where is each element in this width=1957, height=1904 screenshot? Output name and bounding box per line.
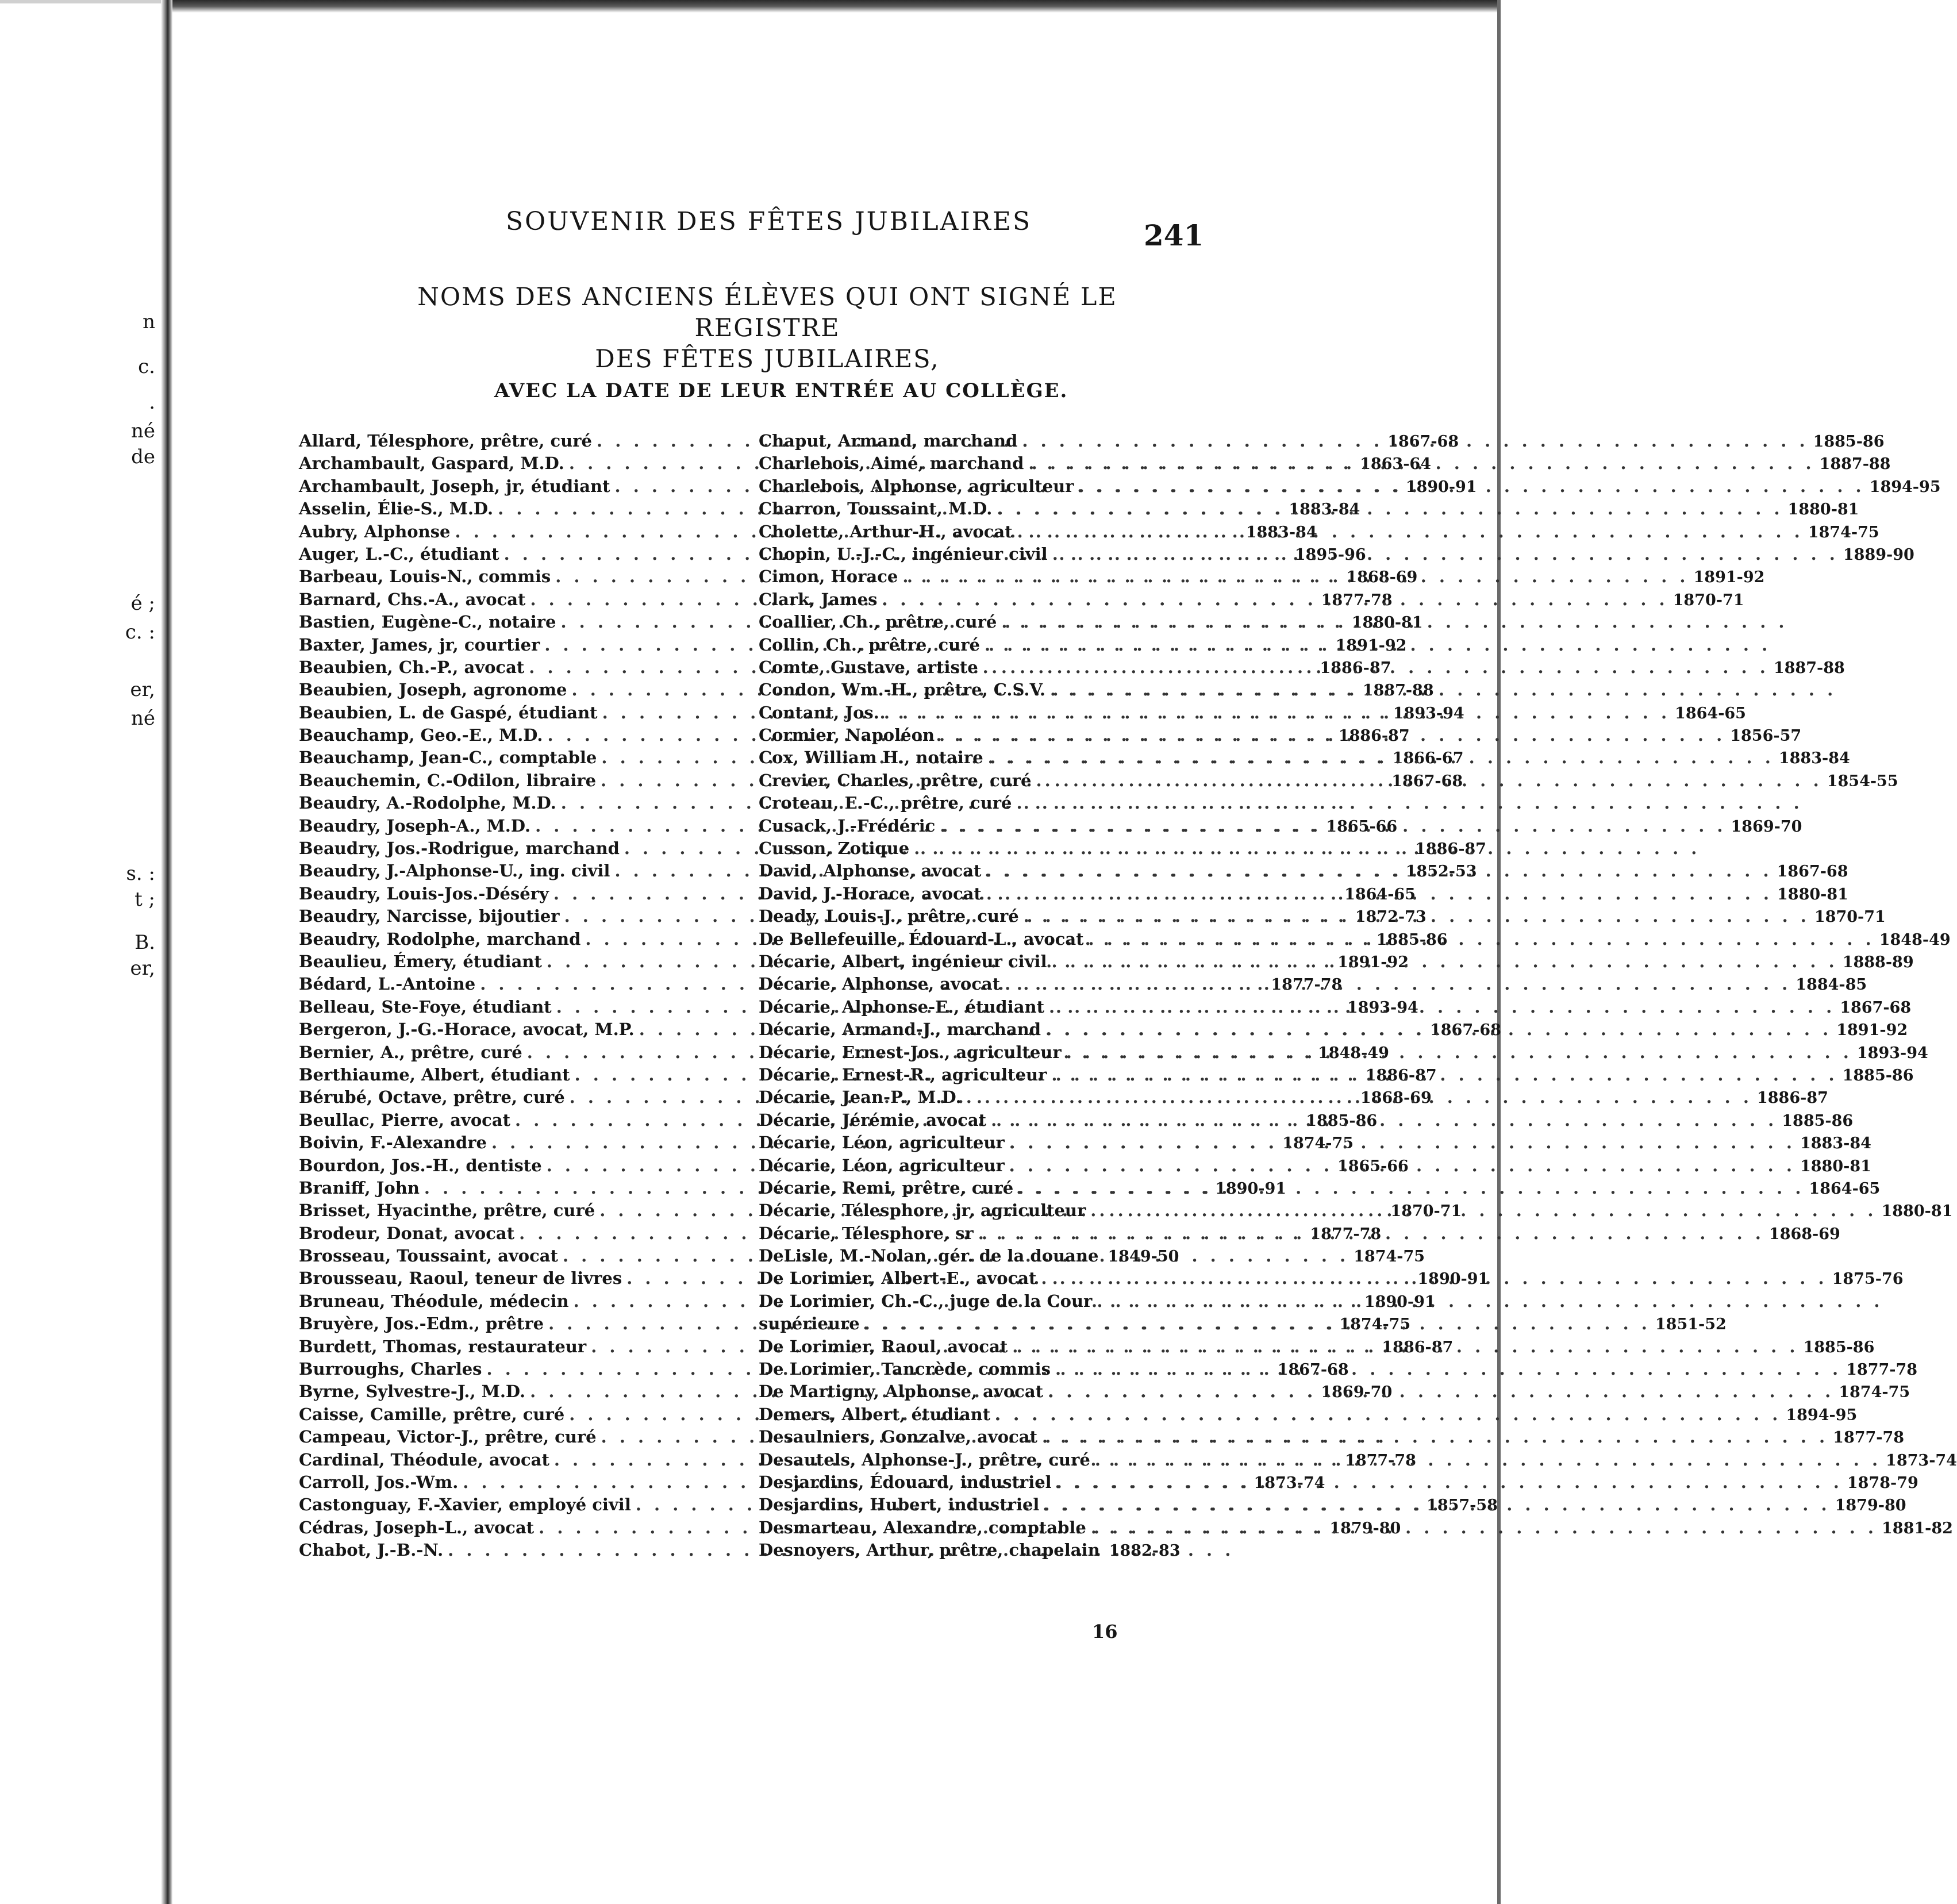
dot-leader bbox=[1049, 997, 1835, 1017]
entry-year: 1867-68 bbox=[1391, 772, 1463, 790]
entry-year: 1874-75 bbox=[1282, 1134, 1354, 1153]
entry-year: 1893-94 bbox=[1393, 704, 1464, 722]
dot-leader bbox=[1055, 1359, 1841, 1379]
list-entry bbox=[759, 612, 1172, 634]
entry-name: Cardinal, Théodule, avocat bbox=[299, 1449, 549, 1470]
entry-name: De Lorimier, Raoul, avocat bbox=[759, 1336, 1008, 1356]
list-entry bbox=[759, 1404, 1858, 1427]
entry-year: 1867-68 bbox=[1429, 1021, 1501, 1040]
entry-year: 1887-88 bbox=[1773, 659, 1845, 677]
entry-name: Asselin, Élie-S., M.D. bbox=[299, 499, 494, 519]
entry-year: 1894-95 bbox=[1869, 478, 1941, 496]
entry-name: Cholette, Arthur-H., avocat bbox=[759, 521, 1013, 541]
facing-fragment: né bbox=[130, 707, 155, 730]
entry-name: Décarie, Léon, agriculteur bbox=[759, 1133, 1005, 1153]
entry-year: 1886-87 bbox=[1338, 727, 1410, 745]
entry-name: David, J.-Horace, avocat bbox=[759, 883, 982, 903]
entry-name: Barbeau, Louis-N., commis bbox=[299, 567, 551, 587]
dot-leader bbox=[991, 1110, 1777, 1130]
entry-name: Barnard, Chs.-A., avocat bbox=[299, 589, 526, 609]
facing-fragment: né bbox=[130, 420, 155, 443]
entry-year: 1885-86 bbox=[1803, 1338, 1875, 1356]
entry-name: Archambault, Gaspard, M.D. bbox=[299, 453, 564, 474]
entry-year: 1877-78 bbox=[1271, 976, 1343, 994]
facing-fragment: n bbox=[143, 310, 155, 333]
entry-name: Beaudry, J.-Alphonse-U., ing. civil bbox=[299, 861, 610, 881]
entry-name: Bernier, A., prêtre, curé bbox=[299, 1042, 522, 1062]
running-title: SOUVENIR DES FÊTES JUBILAIRES bbox=[506, 207, 1032, 236]
entry-name: Chopin, U.-J.-C., ingénieur civil bbox=[759, 544, 1048, 564]
dot-leader bbox=[884, 703, 1670, 722]
entry-name: Desaulniers, Gonzalve, avocat bbox=[759, 1427, 1037, 1447]
entry-name: Chaput, Armand, marchand bbox=[759, 431, 1018, 451]
scan-edge-top bbox=[172, 0, 1501, 13]
entry-year: 1878-79 bbox=[1847, 1474, 1918, 1492]
dot-leader bbox=[914, 838, 1700, 858]
entry-year: 1879-80 bbox=[1329, 1519, 1401, 1537]
entry-year: 1885-86 bbox=[1376, 930, 1448, 949]
dot-leader bbox=[1009, 1156, 1795, 1175]
entry-year: 1885-86 bbox=[1782, 1111, 1854, 1130]
entry-name: Croteau, E.-C., prêtre, curé bbox=[759, 793, 1012, 813]
entry-year: 1848-49 bbox=[1879, 930, 1951, 949]
dot-leader bbox=[1036, 771, 1823, 790]
entry-year: 1865-66 bbox=[1326, 817, 1398, 836]
entry-name: Beaudry, Rodolphe, marchand bbox=[299, 929, 581, 949]
entry-year: 1870-71 bbox=[1814, 908, 1886, 926]
entry-year: 1890-91 bbox=[1417, 1270, 1489, 1288]
entry-name: Charlebois, Alphonse, agriculteur bbox=[759, 476, 1074, 496]
entry-name: Desmarteau, Alexandre, comptable bbox=[759, 1517, 1086, 1537]
entry-name: Beauchamp, Jean-C., comptable bbox=[299, 748, 597, 768]
entry-name: Décarie, Ernest-R., agriculteur bbox=[759, 1064, 1047, 1084]
dot-leader bbox=[940, 816, 1726, 836]
dot-leader bbox=[902, 567, 1689, 586]
entry-name: Belleau, Ste-Foye, étudiant bbox=[299, 997, 552, 1017]
entry-name: Deady, Louis-J., prêtre, curé bbox=[759, 906, 1019, 926]
facing-fragment: er, bbox=[130, 957, 155, 980]
entry-year: 1886-87 bbox=[1382, 1338, 1454, 1356]
entry-year: 1870-71 bbox=[1390, 1202, 1462, 1221]
list-title-line-2: DES FÊTES JUBILAIRES, bbox=[595, 345, 940, 374]
entry-year: 1868-69 bbox=[1768, 1225, 1840, 1243]
entry-year: 1883-84 bbox=[1289, 501, 1360, 519]
list-entry bbox=[759, 838, 1172, 861]
entry-year: 1891-92 bbox=[1693, 568, 1765, 587]
dot-leader bbox=[1018, 1178, 1804, 1198]
entry-year: 1891-92 bbox=[1335, 636, 1407, 655]
entry-name: Beaudry, Jos.-Rodrigue, marchand bbox=[299, 838, 620, 859]
entry-year: 1877-78 bbox=[1310, 1225, 1382, 1243]
entry-name: De Lorimier, Albert-E., avocat bbox=[759, 1268, 1037, 1288]
list-entry bbox=[759, 1427, 1905, 1449]
dot-leader bbox=[1051, 1065, 1837, 1084]
list-title-line-1: NOMS DES ANCIENS ÉLÈVES QUI ONT SIGNÉ LE REGISTRE bbox=[417, 283, 1117, 343]
entry-year: 1887-88 bbox=[1362, 682, 1434, 700]
list-title bbox=[345, 282, 1190, 375]
entry-name: Desjardins, Hubert, industriel bbox=[759, 1495, 1040, 1515]
entry-year: 1891-92 bbox=[1337, 953, 1409, 971]
entry-name: Décarie, Télesphore, sr bbox=[759, 1223, 974, 1243]
entry-name: Décarie, Télesphore, jr, agriculteur bbox=[759, 1201, 1086, 1221]
entry-name: Cormier, Napoléon bbox=[759, 725, 935, 745]
facing-fragment: s. : bbox=[126, 862, 155, 885]
facing-fragment: er, bbox=[130, 678, 155, 701]
entry-name: Bérubé, Octave, prêtre, curé bbox=[299, 1087, 565, 1107]
entry-year: 1868-69 bbox=[1360, 1089, 1432, 1107]
dot-leader bbox=[1050, 680, 1836, 699]
dot-leader bbox=[1078, 476, 1864, 496]
entry-name: Byrne, Sylvestre-J., M.D. bbox=[299, 1382, 526, 1402]
entry-year: 1893-94 bbox=[1856, 1044, 1928, 1062]
entry-name: Campeau, Victor-J., prêtre, curé bbox=[299, 1427, 597, 1447]
entry-name: Beaulieu, Émery, étudiant bbox=[299, 951, 542, 971]
entry-year: 1888-89 bbox=[1842, 953, 1914, 971]
entry-name: Beaudry, Narcisse, bijoutier bbox=[299, 906, 560, 926]
entry-name: Décarie, Alphonse, avocat bbox=[759, 974, 1001, 994]
entry-name: Bruneau, Théodule, médecin bbox=[299, 1291, 569, 1311]
entry-year: 1874-75 bbox=[1839, 1383, 1910, 1402]
entry-name: De Martigny, Alphonse, avocat bbox=[759, 1382, 1044, 1402]
dot-leader bbox=[1017, 522, 1804, 541]
entry-year: 1885-86 bbox=[1813, 433, 1885, 451]
entry-year: 1895-96 bbox=[1294, 545, 1366, 564]
entry-name: Beaudry, Joseph-A., M.D. bbox=[299, 816, 531, 836]
entry-year: 1867-68 bbox=[1277, 1361, 1349, 1379]
entry-year: 1852-53 bbox=[1405, 863, 1477, 881]
dot-leader bbox=[1089, 929, 1875, 949]
list-entry bbox=[759, 1110, 1854, 1133]
dot-leader bbox=[1066, 1043, 1852, 1062]
entry-name: De Lorimier, Ch.-C., juge de la Cour bbox=[759, 1291, 1093, 1311]
entry-year: 1891-92 bbox=[1836, 1021, 1908, 1040]
entry-name: De Bellefeuille, Édouard-L., avocat bbox=[759, 929, 1084, 949]
entry-year: 1869-70 bbox=[1321, 1383, 1393, 1402]
dot-leader bbox=[1005, 974, 1791, 994]
dot-leader bbox=[1048, 1382, 1834, 1401]
entry-year: 1885-86 bbox=[1306, 1111, 1378, 1130]
entry-name: Charron, Toussaint, M.D. bbox=[759, 499, 993, 519]
entry-year: 1874-75 bbox=[1354, 1248, 1425, 1266]
book-binding-gutter bbox=[161, 0, 172, 1904]
entry-name: Beaubien, Ch.-P., avocat bbox=[299, 657, 525, 677]
list-entry bbox=[299, 1427, 736, 1449]
entry-year: 1890-91 bbox=[1405, 478, 1477, 496]
dot-leader bbox=[988, 748, 1774, 767]
entry-year: 1872-73 bbox=[1355, 908, 1427, 926]
entry-year: 1875-76 bbox=[1832, 1270, 1904, 1288]
entry-year: 1870-71 bbox=[1673, 591, 1744, 609]
entry-name: Chabot, J.-B.-N. bbox=[299, 1540, 444, 1560]
entry-name: Bédard, L.-Antoine bbox=[299, 974, 476, 994]
entry-name: Cusson, Zotique bbox=[759, 838, 910, 859]
entry-year: 1865-66 bbox=[1337, 1157, 1409, 1175]
entry-year: 1848-49 bbox=[1317, 1044, 1389, 1062]
entry-name: Brousseau, Raoul, teneur de livres bbox=[299, 1268, 622, 1288]
entry-year: 1883-84 bbox=[1778, 749, 1850, 768]
entry-name: Beauchemin, C.-Odilon, libraire bbox=[299, 770, 597, 790]
entry-year: 1886-87 bbox=[1320, 659, 1391, 677]
entry-year: 1887-88 bbox=[1819, 455, 1891, 474]
dot-leader bbox=[983, 657, 1769, 677]
dot-leader bbox=[1041, 1268, 1827, 1288]
entry-year: 1866-67 bbox=[1392, 749, 1464, 768]
dot-leader bbox=[1044, 1495, 1830, 1514]
entry-year: 1864-65 bbox=[1675, 704, 1746, 722]
entry-year: 1883-84 bbox=[1245, 523, 1317, 541]
dot-leader bbox=[986, 861, 1772, 880]
dot-leader bbox=[1056, 1472, 1843, 1492]
entry-name: Berthiaume, Albert, étudiant bbox=[299, 1064, 570, 1084]
list-entry bbox=[759, 1540, 1181, 1563]
entry-name: Bruyère, Jos.-Edm., prêtre bbox=[299, 1314, 544, 1334]
entry-year: 1880-81 bbox=[1351, 614, 1423, 632]
entry-name: Allard, Télesphore, prêtre, curé bbox=[299, 431, 592, 451]
entry-year: 1857-58 bbox=[1427, 1497, 1498, 1515]
entry-name: Comte, Gustave, artiste bbox=[759, 657, 978, 677]
entry-name: Cusack, J.-Frédéric bbox=[759, 816, 936, 836]
dot-leader bbox=[1028, 453, 1814, 473]
facing-fragment: . bbox=[149, 391, 155, 414]
entry-year: 1873-74 bbox=[1886, 1451, 1957, 1470]
dot-leader bbox=[966, 1087, 1752, 1107]
entry-name: Bergeron, J.-G.-Horace, avocat, M.P. bbox=[299, 1020, 635, 1040]
entry-year: 1893-94 bbox=[1347, 998, 1418, 1017]
dot-leader bbox=[1052, 544, 1839, 564]
entry-name: Décarie, Léon, agriculteur bbox=[759, 1155, 1005, 1175]
dot-leader bbox=[1024, 906, 1810, 926]
dot-leader bbox=[939, 725, 1725, 745]
entry-year: 1867-68 bbox=[1840, 998, 1912, 1017]
entry-year: 1894-95 bbox=[1786, 1406, 1858, 1424]
entry-year: 1890-91 bbox=[1364, 1293, 1436, 1311]
dot-leader bbox=[1017, 793, 1803, 813]
entry-year: 1877-78 bbox=[1833, 1429, 1905, 1447]
entry-year: 1886-87 bbox=[1756, 1089, 1828, 1107]
entry-name: DeLisle, M.-Nolan, gér. de la douane bbox=[759, 1246, 1099, 1266]
entry-year: 1877-78 bbox=[1846, 1361, 1918, 1379]
facing-fragment: t ; bbox=[134, 888, 155, 911]
entry-year: 1884-85 bbox=[1795, 976, 1867, 994]
entry-name: Auger, L.-C., étudiant bbox=[299, 544, 499, 564]
entry-year: 1882-83 bbox=[1109, 1542, 1181, 1560]
dot-leader bbox=[1042, 1427, 1828, 1447]
dot-leader bbox=[864, 1314, 1651, 1333]
entry-name: Desnoyers, Arthur, prêtre, chapelain bbox=[759, 1540, 1100, 1560]
entry-year: 1889-90 bbox=[1843, 545, 1914, 564]
entry-name: Archambault, Joseph, jr, étudiant bbox=[299, 476, 610, 496]
entry-name: supérieure bbox=[759, 1314, 860, 1334]
entry-name: Décarie, Alphonse-E., étudiant bbox=[759, 997, 1044, 1017]
signature-mark: 16 bbox=[1092, 1621, 1118, 1643]
list-entry bbox=[299, 1540, 736, 1563]
list-entry bbox=[759, 680, 1172, 702]
entry-year: 1877-78 bbox=[1321, 591, 1393, 609]
entry-year: 1864-65 bbox=[1344, 885, 1416, 903]
entry-year: 1867-68 bbox=[1387, 433, 1459, 451]
entry-year: 1874-75 bbox=[1339, 1316, 1411, 1334]
entry-name: Décarie, Ernest-Jos., agriculteur bbox=[759, 1042, 1062, 1062]
entry-year: 1851-52 bbox=[1655, 1316, 1727, 1334]
entry-name: Contant, Jos. bbox=[759, 702, 879, 722]
entry-name: Décarie, Remi, prêtre, curé bbox=[759, 1178, 1014, 1198]
entry-name: Brodeur, Donat, avocat bbox=[299, 1223, 515, 1243]
entry-year: 1880-81 bbox=[1800, 1157, 1871, 1175]
dot-leader bbox=[978, 1224, 1764, 1243]
entry-name: Beaudry, A.-Rodolphe, M.D. bbox=[299, 793, 556, 813]
dot-leader bbox=[986, 884, 1773, 903]
entry-year: 1869-70 bbox=[1731, 817, 1802, 836]
entry-name: Collin, Ch., prêtre, curé bbox=[759, 634, 981, 655]
entry-name: Burroughs, Charles bbox=[299, 1359, 482, 1379]
entry-name: Décarie, Armand-J., marchand bbox=[759, 1020, 1041, 1040]
entry-name: Caisse, Camille, prêtre, curé bbox=[299, 1404, 565, 1424]
entry-name: Castonguay, F.-Xavier, employé civil bbox=[299, 1495, 631, 1515]
entry-year: 1886-87 bbox=[1415, 840, 1486, 859]
entry-name: Beaubien, L. de Gaspé, étudiant bbox=[299, 702, 598, 722]
entry-name: Décarie, Jérémie, avocat bbox=[759, 1110, 987, 1130]
entry-year: 1880-81 bbox=[1881, 1202, 1953, 1221]
entry-year: 1883-84 bbox=[1800, 1134, 1871, 1153]
entry-name: Décarie, Jean-P., M.D. bbox=[759, 1087, 962, 1107]
scan-edge-top-left bbox=[0, 0, 172, 3]
facing-fragment: é ; bbox=[130, 592, 155, 615]
entry-name: Boivin, F.-Alexandre bbox=[299, 1133, 487, 1153]
list-entry bbox=[299, 793, 736, 816]
dot-leader bbox=[1001, 612, 1787, 632]
entry-name: Beaudry, Louis-Jos.-Déséry bbox=[299, 883, 549, 903]
entry-name: Desjardins, Édouard, industriel bbox=[759, 1472, 1052, 1492]
dot-leader bbox=[995, 1405, 1781, 1424]
entry-name: Braniff, John bbox=[299, 1178, 420, 1198]
dot-leader bbox=[1022, 431, 1808, 451]
entry-year: 1863-64 bbox=[1360, 455, 1431, 474]
entry-name: Brisset, Hyacinthe, prêtre, curé bbox=[299, 1201, 595, 1221]
entry-name: Desautels, Alphonse-J., prêtre, curé bbox=[759, 1449, 1090, 1470]
entry-name: Bourdon, Jos.-H., dentiste bbox=[299, 1155, 542, 1175]
entry-year: 1867-68 bbox=[1777, 863, 1848, 881]
entry-name: Baxter, James, jr, courtier bbox=[299, 634, 540, 655]
dot-leader bbox=[997, 499, 1783, 518]
entry-name: Charlebois, Aimé, marchand bbox=[759, 453, 1024, 474]
entry-year: 1886-87 bbox=[1365, 1066, 1437, 1084]
entry-name: Carroll, Jos.-Wm. bbox=[299, 1472, 459, 1492]
facing-page-fragments bbox=[0, 310, 155, 1805]
dot-leader bbox=[1045, 1020, 1832, 1039]
entry-name: Demers, Albert, étudiant bbox=[759, 1404, 991, 1424]
entry-year: 1880-81 bbox=[1777, 885, 1848, 903]
entry-name: Cédras, Joseph-L., avocat bbox=[299, 1517, 535, 1537]
list-entry bbox=[299, 1405, 736, 1427]
facing-fragment: B. bbox=[134, 931, 155, 954]
entry-name: Condon, Wm.-H., prêtre, C.S.V. bbox=[759, 680, 1046, 700]
dot-leader bbox=[985, 635, 1771, 655]
list-entry bbox=[759, 635, 1172, 657]
entry-name: Beullac, Pierre, avocat bbox=[299, 1110, 511, 1130]
entry-year: 1877-78 bbox=[1345, 1451, 1416, 1470]
entry-name: Coallier, Ch., prêtre, curé bbox=[759, 612, 997, 632]
list-entry bbox=[759, 793, 1172, 816]
list-subtitle: AVEC LA DATE DE LEUR ENTRÉE AU COLLÈGE. bbox=[494, 379, 1068, 402]
entry-year: 1864-65 bbox=[1809, 1179, 1881, 1198]
entry-name: Cox, William H., notaire bbox=[759, 748, 983, 768]
entry-year: 1854-55 bbox=[1827, 772, 1898, 790]
entry-name: David, Alphonse, avocat bbox=[759, 861, 982, 881]
entry-name: Aubry, Alphonse bbox=[299, 521, 451, 541]
dot-leader bbox=[1097, 1291, 1883, 1311]
list-entry bbox=[759, 1246, 1179, 1268]
entry-year: 1890-91 bbox=[1215, 1179, 1287, 1198]
dot-leader bbox=[1052, 952, 1838, 971]
entry-name: Beauchamp, Geo.-E., M.D. bbox=[299, 725, 543, 745]
entry-year: 1879-80 bbox=[1835, 1497, 1906, 1515]
list-entry bbox=[759, 1291, 1172, 1314]
entry-name: Burdett, Thomas, restaurateur bbox=[299, 1336, 587, 1356]
facing-fragment: de bbox=[131, 445, 155, 468]
entry-name: Brosseau, Toussaint, avocat bbox=[299, 1246, 558, 1266]
entry-year: 1880-81 bbox=[1787, 501, 1859, 519]
entry-name: De Lorimier, Tancrède, commis bbox=[759, 1359, 1051, 1379]
entry-year: 1849-50 bbox=[1108, 1248, 1179, 1266]
entry-name: Clark, James bbox=[759, 589, 878, 609]
entry-year: 1885-86 bbox=[1842, 1066, 1914, 1084]
dot-leader bbox=[1012, 1337, 1798, 1356]
entry-name: Bastien, Eugène-C., notaire bbox=[299, 612, 556, 632]
dot-leader bbox=[1091, 1518, 1877, 1537]
entry-year: 1873-74 bbox=[1254, 1474, 1325, 1492]
entry-name: Beaubien, Joseph, agronome bbox=[299, 680, 567, 700]
entry-year: 1856-57 bbox=[1730, 727, 1802, 745]
entry-name: Crevier, Charles, prêtre, curé bbox=[759, 770, 1032, 790]
dot-leader bbox=[882, 590, 1668, 609]
entry-name: Décarie, Albert, ingénieur civil bbox=[759, 951, 1047, 971]
facing-fragment: c. bbox=[138, 355, 155, 378]
dot-leader bbox=[1090, 1201, 1877, 1220]
entry-year: 1874-75 bbox=[1808, 523, 1879, 541]
page-number: 241 bbox=[1144, 218, 1204, 252]
dot-leader bbox=[1095, 1450, 1881, 1470]
facing-fragment: c. : bbox=[125, 621, 155, 644]
entry-year: 1868-69 bbox=[1346, 568, 1418, 587]
dot-leader bbox=[1009, 1133, 1795, 1152]
entry-name: Cimon, Horace bbox=[759, 567, 898, 587]
entry-year: 1881-82 bbox=[1882, 1519, 1953, 1537]
